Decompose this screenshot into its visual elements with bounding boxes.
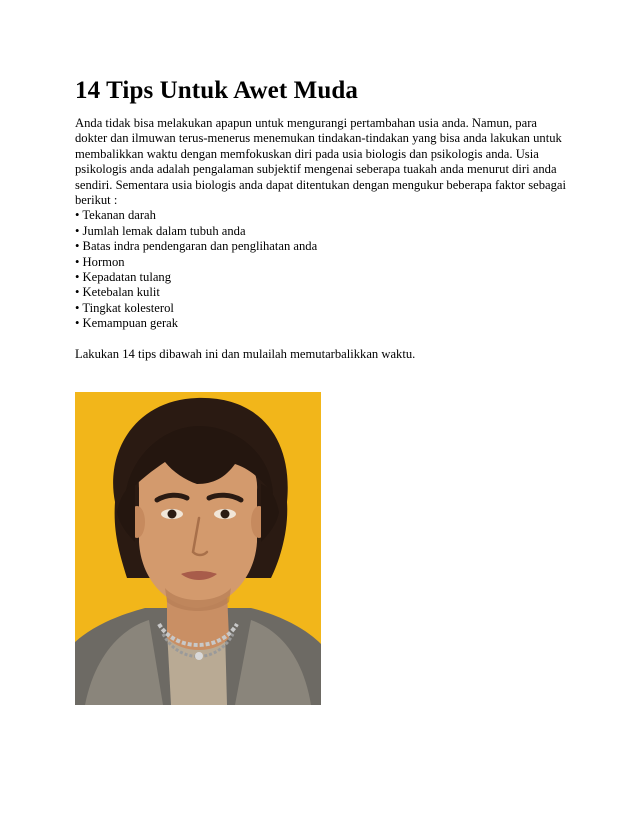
list-item: • Kepadatan tulang: [75, 270, 172, 285]
intro-line: Anda tidak bisa melakukan apapun untuk mengurangi pertambahan usia anda. Namun, para: [75, 116, 537, 130]
portrait-illustration: [75, 392, 321, 705]
right-iris: [221, 510, 230, 519]
intro-line: berikut :: [75, 193, 118, 208]
left-iris: [168, 510, 177, 519]
list-item: • Batas indra pendengaran dan penglihatan anda: [75, 239, 318, 254]
intro-line: psikologis anda adalah pengalaman subjektif mengenai seberapa tuakah anda menurut diri anda: [75, 162, 557, 177]
list-item: • Tingkat kolesterol: [75, 300, 174, 315]
page-title: 14 Tips Untuk Awet Muda: [75, 77, 358, 104]
list-item: • Kemampuan gerak: [75, 316, 179, 331]
list-item: • Ketebalan kulit: [75, 285, 160, 300]
intro-line: sendiri. Sementara usia biologis anda dapat ditentukan dengan mengukur beberapa faktor sebagai: [75, 177, 566, 192]
intro-paragraph: [75, 116, 570, 208]
article-body: [75, 116, 570, 362]
intro-line: dokter dan ilmuwan terus-menerus menemukan tindakan-tindakan yang bisa anda lakukan untuk: [75, 131, 562, 146]
list-item: • Hormon: [75, 254, 125, 269]
closing-paragraph: Lakukan 14 tips dibawah ini dan mulailah memutarbalikkan waktu.: [75, 346, 416, 361]
portrait-photo: [75, 392, 321, 705]
factor-list: [75, 208, 570, 331]
list-item: • Tekanan darah: [75, 208, 156, 223]
intro-line: membalikkan waktu dengan memfokuskan diri pada usia biologis dan psikologis anda. Usia: [75, 146, 539, 161]
list-item: • Jumlah lemak dalam tubuh anda: [75, 223, 246, 238]
necklace-pendant: [195, 652, 203, 660]
